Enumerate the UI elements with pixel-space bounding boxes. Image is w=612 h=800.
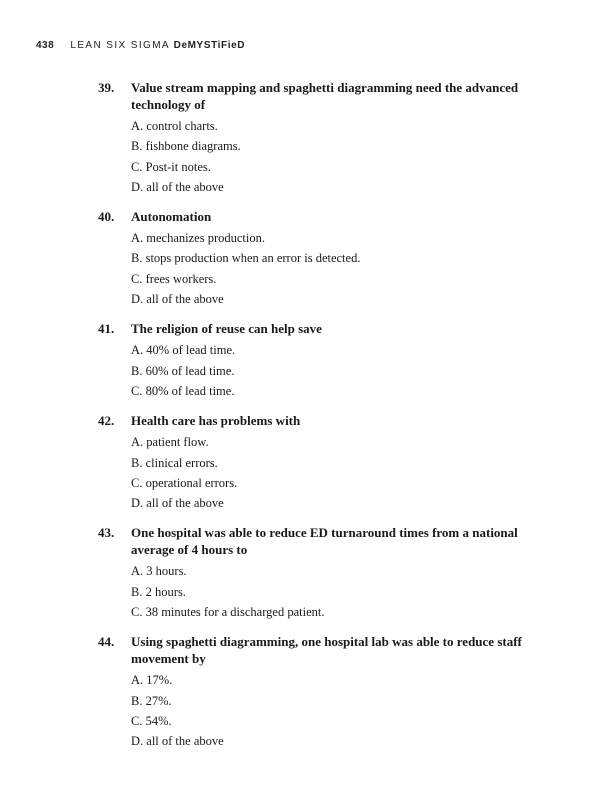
answer-option: A. 17%.: [131, 673, 173, 688]
question-text: Health care has problems with: [131, 413, 301, 429]
answer-option: A. control charts.: [131, 119, 218, 133]
question-stem: [98, 524, 526, 558]
series-name: DeMYSTiFieD: [173, 40, 246, 51]
answer-option: C. 54%.: [131, 713, 172, 728]
question-number: 40.: [98, 209, 115, 225]
question-text: Autonomation: [131, 209, 212, 225]
question-number: 41.: [98, 321, 115, 337]
question-39: [98, 79, 526, 197]
question-stem: [98, 208, 526, 225]
question-40: [98, 208, 526, 309]
question-number: 44.: [98, 634, 115, 650]
running-header: [36, 40, 245, 51]
answer-option: C. operational errors.: [131, 475, 238, 490]
question-43: [98, 524, 526, 622]
question-number: 39.: [98, 80, 115, 95]
question-stem: [98, 79, 526, 113]
question-text: Value stream mapping and spaghetti diagramming need the advanced technology of: [131, 80, 519, 112]
question-list: [98, 79, 526, 763]
answer-option: A. 3 hours.: [131, 564, 187, 579]
question-text: The religion of reuse can help save: [131, 321, 322, 337]
answer-option: D. all of the above: [131, 734, 224, 749]
answer-option: B. stops production when an error is detected.: [131, 251, 361, 266]
answer-option: D. all of the above: [131, 179, 224, 194]
question-number: 42.: [98, 413, 115, 429]
answer-option: C. 38 minutes for a discharged patient.: [131, 605, 325, 620]
answer-option: A. patient flow.: [131, 435, 209, 450]
page-number: 438: [36, 40, 55, 51]
answer-option: C. frees workers.: [131, 271, 217, 286]
answer-option: B. 27%.: [131, 693, 172, 708]
answer-option: D. all of the above: [131, 496, 224, 511]
question-stem: [98, 320, 526, 337]
question-text: Using spaghetti diagramming, one hospital lab was able to reduce staff movement by: [131, 634, 522, 667]
answer-option: C. 80% of lead time.: [131, 383, 235, 398]
question-stem: [98, 412, 526, 429]
answer-option: B. clinical errors.: [131, 455, 218, 470]
answer-option: B. 60% of lead time.: [131, 363, 235, 378]
answer-option: B. 2 hours.: [131, 584, 186, 599]
answer-option: A. 40% of lead time.: [131, 343, 236, 358]
answer-option: D. all of the above: [131, 292, 224, 307]
question-44: [98, 633, 526, 751]
answer-option: A. mechanizes production.: [131, 231, 265, 246]
answer-option: B. fishbone diagrams.: [131, 139, 241, 154]
question-41: [98, 320, 526, 401]
question-number: 43.: [98, 525, 115, 541]
question-stem: [98, 633, 526, 667]
book-title: LEAN SIX SIGMA: [70, 40, 170, 51]
question-42: [98, 412, 526, 513]
question-text: One hospital was able to reduce ED turnaround times from a national average of 4 hours to: [131, 525, 518, 558]
answer-option: C. Post-it notes.: [131, 159, 211, 174]
